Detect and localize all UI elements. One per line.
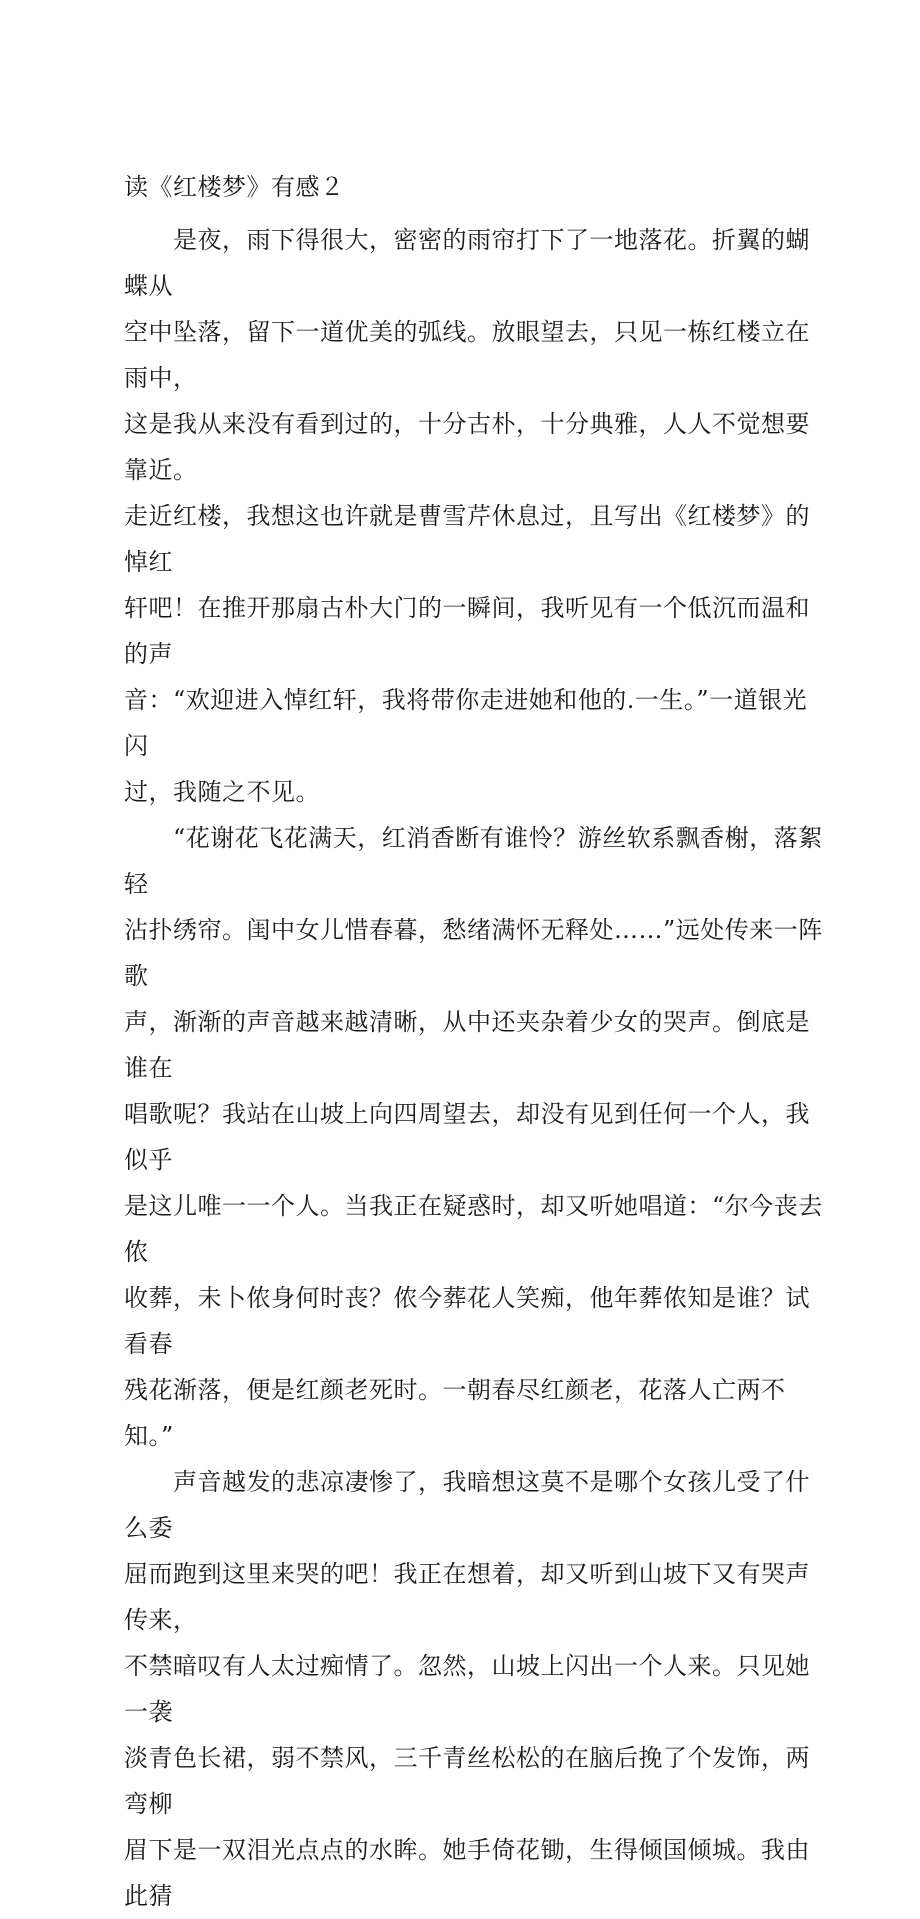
paragraph-2: “花谢花飞花满天，红消香断有谁怜？游丝软系飘香榭，落絮轻 沾扑绣帘。闺中女儿惜春暮，愁绪满怀无释处……”远处传来一阵歌 声，渐渐的声音越来越清晰，从中还夹杂着少女的哭声。倒底是谁在 唱歌呢？我站在山坡上向四周望去，却没有见到任何一个人，我似乎 是这儿唯一一个人。当我正在疑惑时，却又听她唱道：“尔今丧去侬 收葬，未卜侬身何时丧？侬今葬花人笑痴，他年葬侬知是谁？试看春 残花渐落，便是红颜老死时。一朝春尽红颜老，花落人亡两不知。” [124, 824, 823, 1450]
paragraph-3: 声音越发的悲凉凄惨了，我暗想这莫不是哪个女孩儿受了什么委 屈而跑到这里来哭的吧！我正在想着，却又听到山坡下又有哭声传来， 不禁暗叹有人太过痴情了。忽然，山坡上闪出一个人来。只见她一袭 淡青色长裙，弱不禁风，三千青丝松松的在脑后挽了个发饰，两弯柳 眉下是一双泪光点点的水眸。她手倚花锄，生得倾国倾城。我由此猜 [124, 1468, 810, 1910]
paragraph-1: 是夜，雨下得很大，密密的雨帘打下了一地落花。折翼的蝴蝶从 空中坠落，留下一道优美的弧线。放眼望去，只见一栋红楼立在雨中， 这是我从来没有看到过的，十分古朴，十分典雅，人人不觉想要靠近。 走近红楼，我想这也许就是曹雪芹休息过，且写出《红楼梦》的悼红 轩吧！在推开那扇古朴大门的一瞬间，我听见有一个低沉而温和的声 音：“欢迎进入悼红轩，我将带你走进她和他的.一生。”一道银光闪 过，我随之不见。 [124, 226, 810, 806]
document-body [124, 171, 824, 1919]
document-title: 读《红楼梦》有感２ [124, 173, 345, 201]
